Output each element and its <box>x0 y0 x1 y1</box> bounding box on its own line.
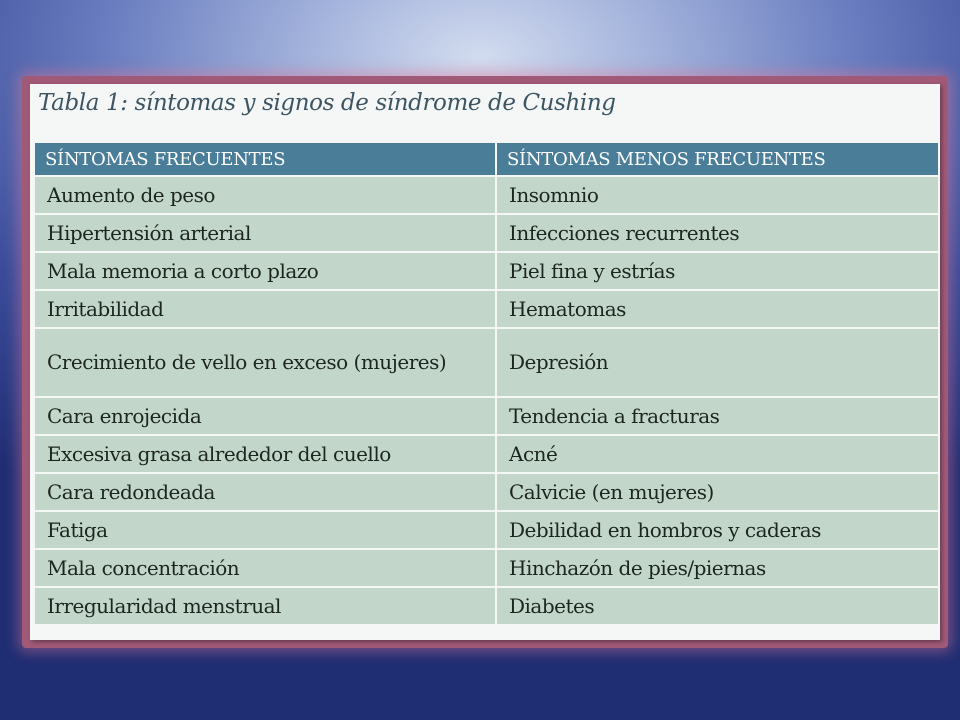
less-frequent-symptom-cell: Tendencia a fracturas <box>496 397 939 435</box>
table-row <box>34 473 939 511</box>
frequent-symptom-cell: Crecimiento de vello en exceso (mujeres) <box>34 328 496 397</box>
table-row <box>34 328 939 397</box>
frequent-symptom-cell: Irregularidad menstrual <box>34 587 496 625</box>
frequent-symptom-cell: Excesiva grasa alrededor del cuello <box>34 435 496 473</box>
table-row <box>34 587 939 625</box>
less-frequent-symptom-cell: Acné <box>496 435 939 473</box>
table-row <box>34 511 939 549</box>
less-frequent-symptom-cell: Hinchazón de pies/piernas <box>496 549 939 587</box>
header-row <box>34 142 939 176</box>
header-less-frequent-symptoms: SÍNTOMAS MENOS FRECUENTES <box>496 142 939 176</box>
less-frequent-symptom-cell: Piel fina y estrías <box>496 252 939 290</box>
table-title: Tabla 1: síntomas y signos de síndrome de Cushing <box>38 90 616 116</box>
less-frequent-symptom-cell: Diabetes <box>496 587 939 625</box>
less-frequent-symptom-cell: Infecciones recurrentes <box>496 214 939 252</box>
frequent-symptom-cell: Cara enrojecida <box>34 397 496 435</box>
less-frequent-symptom-cell: Calvicie (en mujeres) <box>496 473 939 511</box>
table-row <box>34 214 939 252</box>
frequent-symptom-cell: Fatiga <box>34 511 496 549</box>
less-frequent-symptom-cell: Debilidad en hombros y caderas <box>496 511 939 549</box>
less-frequent-symptom-cell: Depresión <box>496 328 939 397</box>
table-row <box>34 176 939 214</box>
symptoms-table <box>33 141 940 626</box>
frequent-symptom-cell: Cara redondeada <box>34 473 496 511</box>
table-row <box>34 252 939 290</box>
header-frequent-symptoms: SÍNTOMAS FRECUENTES <box>34 142 496 176</box>
less-frequent-symptom-cell: Hematomas <box>496 290 939 328</box>
frequent-symptom-cell: Mala concentración <box>34 549 496 587</box>
frequent-symptom-cell: Hipertensión arterial <box>34 214 496 252</box>
frequent-symptom-cell: Irritabilidad <box>34 290 496 328</box>
table-panel <box>30 84 940 640</box>
less-frequent-symptom-cell: Insomnio <box>496 176 939 214</box>
frequent-symptom-cell: Mala memoria a corto plazo <box>34 252 496 290</box>
frequent-symptom-cell: Aumento de peso <box>34 176 496 214</box>
table-row <box>34 435 939 473</box>
table-row <box>34 397 939 435</box>
table-row <box>34 290 939 328</box>
table-row <box>34 549 939 587</box>
